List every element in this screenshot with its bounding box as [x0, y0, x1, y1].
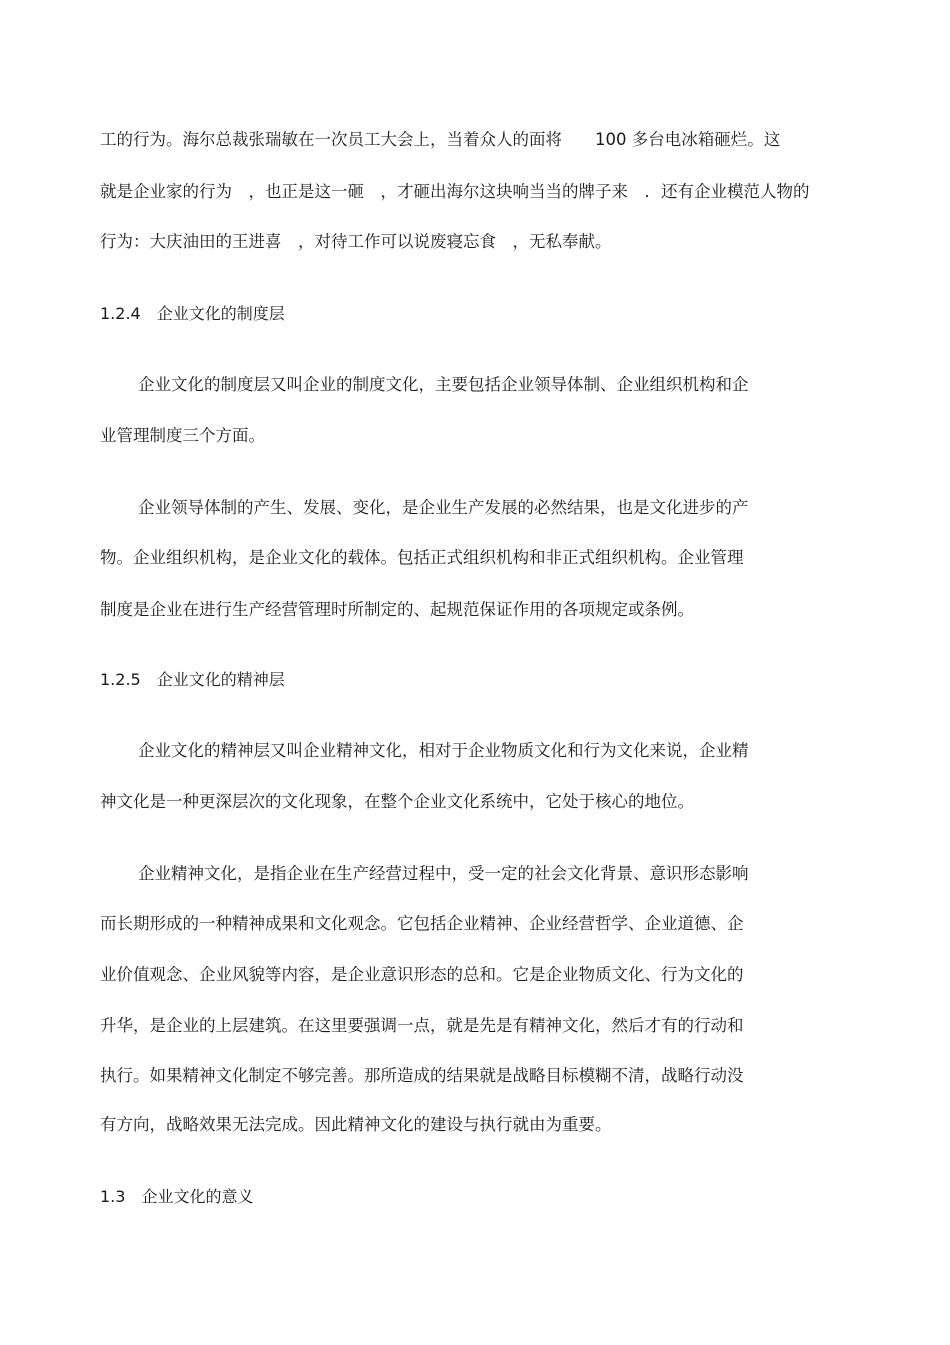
paragraph-line: 企业领导体制的产生、发展、变化，是企业生产发展的必然结果，也是文化进步的产: [138, 498, 749, 517]
paragraph-line: 就是企业家的行为 ，也正是这一砸 ，才砸出海尔这块响当当的牌子来 ．还有企业模范人物的: [100, 182, 810, 201]
paragraph-line: 工的行为。海尔总裁张瑞敏在一次员工大会上，当着众人的面将 100 多台电冰箱砸烂。这: [100, 130, 781, 149]
section-heading: 1.3 企业文化的意义: [100, 1187, 254, 1206]
paragraph-line: 物。企业组织机构，是企业文化的载体。包括正式组织机构和非正式组织机构。企业管理: [100, 548, 744, 567]
paragraph-line: 制度是企业在进行生产经营管理时所制定的、起规范保证作用的各项规定或条例。: [100, 600, 694, 619]
paragraph-line: 企业文化的制度层又叫企业的制度文化，主要包括企业领导体制、企业组织机构和企: [138, 375, 749, 394]
paragraph-line: 业管理制度三个方面。: [100, 426, 265, 445]
paragraph-line: 企业文化的精神层又叫企业精神文化，相对于企业物质文化和行为文化来说，企业精: [138, 741, 749, 760]
paragraph-line: 业价值观念、企业风貌等内容，是企业意识形态的总和。它是企业物质文化、行为文化的: [100, 965, 744, 984]
paragraph-line: 升华，是企业的上层建筑。在这里要强调一点，就是先是有精神文化，然后才有的行动和: [100, 1016, 744, 1035]
paragraph-line: 行为：大庆油田的王进喜 ，对待工作可以说废寝忘食 ，无私奉献。: [100, 232, 612, 251]
paragraph-line: 而长期形成的一种精神成果和文化观念。它包括企业精神、企业经营哲学、企业道德、企: [100, 914, 744, 933]
paragraph-line: 神文化是一种更深层次的文化现象，在整个企业文化系统中，它处于核心的地位。: [100, 792, 694, 811]
paragraph-line: 有方向，战略效果无法完成。因此精神文化的建设与执行就由为重要。: [100, 1115, 612, 1134]
paragraph-line: 执行。如果精神文化制定不够完善。那所造成的结果就是战略目标模糊不清，战略行动没: [100, 1066, 744, 1085]
section-heading: 1.2.4 企业文化的制度层: [100, 304, 285, 323]
section-heading: 1.2.5 企业文化的精神层: [100, 670, 285, 689]
paragraph-line: 企业精神文化，是指企业在生产经营过程中，受一定的社会文化背景、意识形态影响: [138, 864, 749, 883]
